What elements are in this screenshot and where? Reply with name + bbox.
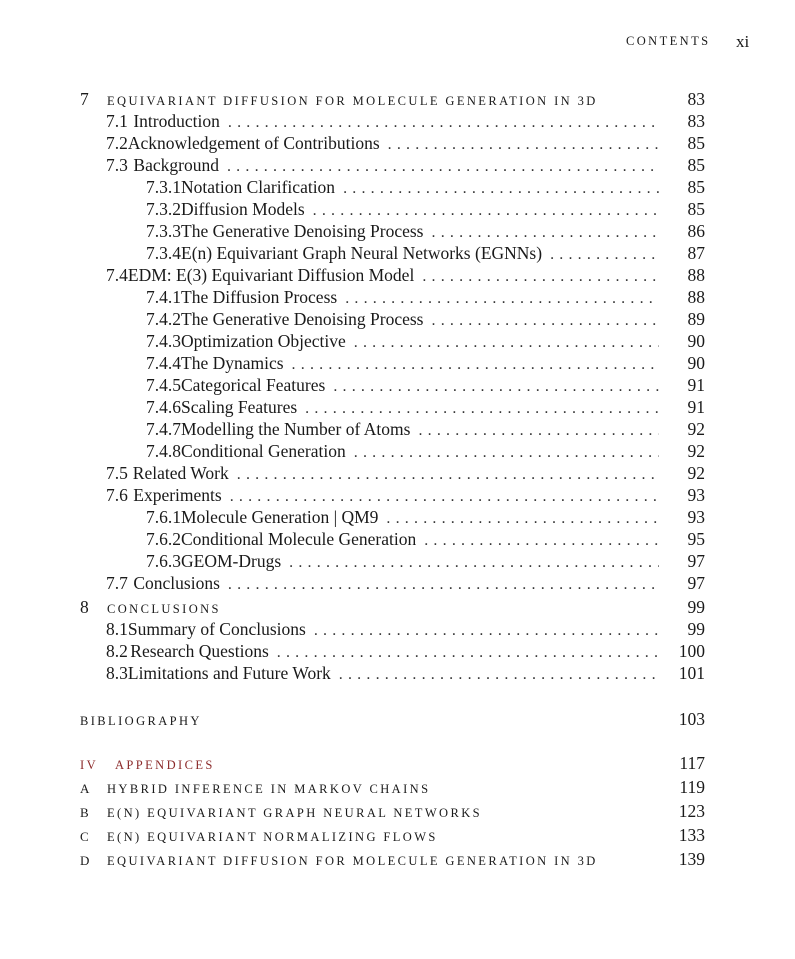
toc-subsection-entry[interactable] — [80, 330, 705, 352]
toc-entry-title: HYBRID INFERENCE IN MARKOV CHAINS — [107, 782, 431, 796]
toc-entry-number: 7.5 — [106, 463, 128, 483]
toc-entry-number: 7.4.1 — [146, 287, 181, 307]
toc-section-entry[interactable] — [80, 264, 705, 286]
toc-entry-page: 100 — [678, 641, 705, 661]
toc-section-entry[interactable] — [80, 640, 705, 662]
toc-entry-title: E(n) Equivariant Graph Neural Networks (EGNNs) — [181, 243, 543, 263]
toc-entry-number: 7.3.1 — [146, 177, 181, 197]
toc-entry-number: 7.4.8 — [146, 441, 181, 461]
toc-entry-number: 7.4.6 — [146, 397, 181, 417]
toc-entry-title: Limitations and Future Work — [127, 663, 331, 683]
toc-dot-leader — [230, 486, 659, 508]
toc-appendix-entry[interactable] — [80, 848, 705, 870]
toc-subsection-entry[interactable] — [80, 440, 705, 462]
toc-dot-leader — [343, 178, 659, 200]
page-number: xi — [736, 32, 750, 51]
toc-entry-title: The Generative Denoising Process — [181, 221, 424, 241]
toc-subsection-entry[interactable] — [80, 550, 705, 572]
toc-entry-title: Related Work — [132, 463, 229, 483]
toc-entry-title: E(N) EQUIVARIANT GRAPH NEURAL NETWORKS — [107, 806, 482, 820]
toc-subsection-entry[interactable] — [80, 220, 705, 242]
toc-entry-title: Molecule Generation | QM9 — [181, 507, 379, 527]
toc-entry-page: 123 — [678, 801, 705, 821]
toc-entry-title: EDM: E(3) Equivariant Diffusion Model — [127, 265, 415, 285]
toc-appendix-entries — [80, 776, 705, 870]
toc-entry-number: 7.6.1 — [146, 507, 181, 527]
toc-chapter-entry[interactable] — [80, 88, 705, 110]
toc-entry-page: 99 — [687, 619, 705, 639]
toc-entry-title: Categorical Features — [181, 375, 326, 395]
toc-entry-page: 93 — [687, 485, 705, 505]
toc-entry-number: 7.4.2 — [146, 309, 181, 329]
toc-entry-number: 7.3.2 — [146, 199, 181, 219]
toc-appendix-letter: A — [80, 781, 91, 796]
toc-subsection-entry[interactable] — [80, 506, 705, 528]
toc-appendix-letter: D — [80, 853, 91, 868]
toc-entry-page: 87 — [687, 243, 705, 263]
toc-entry-title: Introduction — [133, 111, 220, 131]
toc-entry-title: Scaling Features — [181, 397, 298, 417]
toc-entry-title: EQUIVARIANT DIFFUSION FOR MOLECULE GENERATION IN 3D — [107, 854, 598, 868]
toc-section-entry[interactable] — [80, 484, 705, 506]
toc-dot-leader — [550, 244, 659, 266]
toc-section-entry[interactable] — [80, 618, 705, 640]
toc-entry-number: 8 — [80, 597, 89, 617]
toc-entry-title: Diffusion Models — [181, 199, 305, 219]
toc-entry-page: 83 — [687, 89, 705, 109]
toc-entry-title: Conclusions — [133, 573, 220, 593]
toc-entry-title: E(N) EQUIVARIANT NORMALIZING FLOWS — [107, 830, 438, 844]
toc-entry-number: 7.6.3 — [146, 551, 181, 571]
toc-subsection-entry[interactable] — [80, 396, 705, 418]
toc-dot-leader — [424, 530, 659, 552]
toc-section-entry[interactable] — [80, 154, 705, 176]
toc-subsection-entry[interactable] — [80, 352, 705, 374]
toc-section-entry[interactable] — [80, 132, 705, 154]
toc-entry-number: 7.2 — [106, 133, 128, 153]
toc-entry-page: 92 — [687, 441, 705, 461]
toc-entry-title: EQUIVARIANT DIFFUSION FOR MOLECULE GENERATION IN 3D — [107, 94, 598, 108]
toc-dot-leader — [237, 464, 659, 486]
toc-dot-leader — [314, 620, 659, 642]
toc-dot-leader — [228, 112, 659, 134]
toc-subsection-entry[interactable] — [80, 374, 705, 396]
toc-entry-page: 97 — [687, 551, 705, 571]
toc-entry-page: 92 — [687, 463, 705, 483]
toc-entry-title: The Diffusion Process — [181, 287, 338, 307]
toc-dot-leader — [386, 508, 659, 530]
toc-entry-number: 7.4.7 — [146, 419, 181, 439]
toc-entry-page: 99 — [687, 597, 705, 617]
toc-subsection-entry[interactable] — [80, 286, 705, 308]
toc-part-number: IV — [80, 758, 98, 772]
toc-entry-title: Background — [133, 155, 219, 175]
toc-entry-page: 91 — [687, 397, 705, 417]
toc-entry-number: 7.3.4 — [146, 243, 181, 263]
toc-dot-leader — [432, 222, 660, 244]
toc-entry-page: 90 — [687, 353, 705, 373]
toc-subsection-entry[interactable] — [80, 308, 705, 330]
toc-entry-number: 7.4.5 — [146, 375, 181, 395]
toc-dot-leader — [277, 642, 659, 664]
toc-entry-page: 85 — [687, 177, 705, 197]
table-of-contents — [80, 86, 705, 870]
toc-appendix-entry[interactable] — [80, 824, 705, 846]
toc-section-entry[interactable] — [80, 572, 705, 594]
toc-part-appendices[interactable] — [80, 752, 705, 774]
toc-dot-leader — [339, 664, 659, 686]
toc-entry-number: 7.1 — [106, 111, 128, 131]
toc-dot-leader — [227, 156, 659, 178]
toc-entry-number: 8.2 — [106, 641, 128, 661]
toc-section-entry[interactable] — [80, 110, 705, 132]
toc-entry-page: 88 — [687, 265, 705, 285]
toc-entry-page: 119 — [679, 777, 705, 797]
toc-entry-page: 133 — [678, 825, 705, 845]
toc-entry-number: 7.3 — [106, 155, 128, 175]
toc-entry-title: APPENDICES — [115, 758, 215, 772]
toc-entry-title: Acknowledgement of Contributions — [127, 133, 380, 153]
toc-entry-number: 7.3.3 — [146, 221, 181, 241]
toc-entry-title: The Dynamics — [181, 353, 284, 373]
toc-entry-page: 86 — [687, 221, 705, 241]
toc-dot-leader — [333, 376, 659, 398]
toc-entry-number: 8.1 — [106, 619, 128, 639]
toc-entry-number: 7.4.4 — [146, 353, 181, 373]
toc-dot-leader — [432, 310, 660, 332]
toc-entry-page: 85 — [687, 155, 705, 175]
toc-subsection-entry[interactable] — [80, 418, 705, 440]
toc-entry-title: Experiments — [133, 485, 222, 505]
toc-entry-number: 7.6.2 — [146, 529, 181, 549]
toc-entry-page: 90 — [687, 331, 705, 351]
toc-entry-page: 85 — [687, 133, 705, 153]
toc-entry-number: 8.3 — [106, 663, 128, 683]
toc-entry-title: GEOM-Drugs — [181, 551, 282, 571]
toc-entry-page: 92 — [687, 419, 705, 439]
toc-entry-title: Research Questions — [130, 641, 269, 661]
toc-entry-page: 95 — [687, 529, 705, 549]
toc-entry-title: BIBLIOGRAPHY — [80, 714, 202, 728]
toc-entry-page: 103 — [678, 709, 705, 729]
toc-entry-number: 7.4 — [106, 265, 128, 285]
toc-entry-number: 7.6 — [106, 485, 128, 505]
toc-subsection-entry[interactable] — [80, 176, 705, 198]
toc-appendix-entry[interactable] — [80, 776, 705, 798]
toc-subsection-entry[interactable] — [80, 242, 705, 264]
toc-subsection-entry[interactable] — [80, 528, 705, 550]
running-head: CONTENTS — [626, 34, 711, 48]
toc-appendix-entry[interactable] — [80, 800, 705, 822]
toc-entry-title: Modelling the Number of Atoms — [181, 419, 411, 439]
toc-appendix-letter: B — [80, 805, 90, 820]
toc-entry-title: Conditional Generation — [181, 441, 346, 461]
toc-dot-leader — [422, 266, 659, 288]
toc-entry-page: 97 — [687, 573, 705, 593]
toc-dot-leader — [305, 398, 659, 420]
toc-dot-leader — [354, 332, 659, 354]
toc-subsection-entry[interactable] — [80, 198, 705, 220]
toc-entry-page: 139 — [678, 849, 705, 869]
toc-entry-title: The Generative Denoising Process — [181, 309, 424, 329]
toc-entry-page: 117 — [679, 753, 705, 773]
toc-entry-number: 7.4.3 — [146, 331, 181, 351]
toc-dot-leader — [292, 354, 659, 376]
toc-entry-number: 7.7 — [106, 573, 128, 593]
toc-chapter-entry[interactable] — [80, 596, 705, 618]
toc-dot-leader — [313, 200, 659, 222]
toc-entry-title: CONCLUSIONS — [107, 602, 221, 616]
toc-entry-title: Conditional Molecule Generation — [181, 529, 417, 549]
toc-entry-title: Summary of Conclusions — [127, 619, 306, 639]
toc-section-entry[interactable] — [80, 462, 705, 484]
toc-main-entries — [80, 88, 705, 684]
toc-dot-leader — [388, 134, 659, 156]
toc-entry-page: 91 — [687, 375, 705, 395]
toc-dot-leader — [418, 420, 659, 442]
toc-entry-page: 101 — [678, 663, 705, 683]
toc-entry-title: Notation Clarification — [181, 177, 336, 197]
toc-bibliography[interactable] — [80, 708, 705, 730]
toc-entry-page: 85 — [687, 199, 705, 219]
toc-dot-leader — [345, 288, 659, 310]
toc-entry-title: Optimization Objective — [181, 331, 346, 351]
toc-dot-leader — [354, 442, 659, 464]
toc-entry-page: 88 — [687, 287, 705, 307]
toc-entry-page: 83 — [687, 111, 705, 131]
toc-section-entry[interactable] — [80, 662, 705, 684]
toc-entry-page: 89 — [687, 309, 705, 329]
toc-entry-number: 7 — [80, 89, 89, 109]
toc-appendix-letter: C — [80, 829, 90, 844]
toc-dot-leader — [289, 552, 659, 574]
toc-entry-page: 93 — [687, 507, 705, 527]
toc-dot-leader — [228, 574, 659, 596]
